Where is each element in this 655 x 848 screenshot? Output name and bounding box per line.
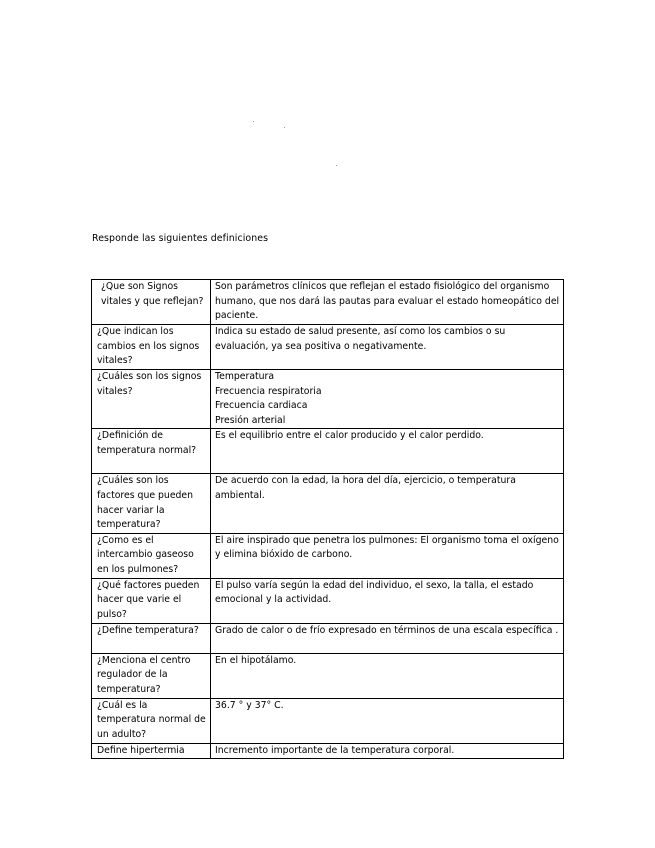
vital-sign-item: Frecuencia respiratoria [215,385,322,397]
scan-speck [336,165,337,166]
question-cell: ¿Cuál es la temperatura normal de un adulto? [92,698,211,743]
answer-cell: En el hipotálamo. [211,653,564,698]
answer-cell: Grado de calor o de frío expresado en términos de una escala específica . [211,623,564,653]
question-cell: Define hipertermia [92,743,211,759]
answer-cell: Indica su estado de salud presente, así como los cambios o su evaluación, ya sea positiva o negativamente. [211,325,564,370]
table-row [92,578,564,623]
table-row [92,370,564,429]
table-row [92,280,564,325]
scan-speck [253,121,254,122]
table-row [92,623,564,653]
table-row [92,325,564,370]
vital-sign-item: Presión arterial [215,414,286,426]
question-cell: ¿Como es el intercambio gaseoso en los pulmones? [92,533,211,578]
instruction-text: Responde las siguientes definiciones [92,233,269,244]
table-row [92,698,564,743]
answer-cell: Incremento importante de la temperatura corporal. [211,743,564,759]
question-cell: ¿Qué factores pueden hacer que varie el pulso? [92,578,211,623]
answer-cell: Son parámetros clínicos que reflejan el estado fisiológico del organismo humano, que nos dará las pautas para evaluar el estado homeopático del paciente. [211,280,564,325]
question-cell: ¿Menciona el centro regulador de la temperatura? [92,653,211,698]
question-cell: ¿Cuáles son los factores que pueden hacer variar la temperatura? [92,474,211,533]
definitions-table [91,279,564,759]
question-cell: ¿Que son Signos vitales y que reflejan? [92,280,211,325]
question-cell: ¿Definición de temperatura normal? [92,429,211,474]
table-row [92,429,564,474]
question-cell: ¿Cuáles son los signos vitales? [92,370,211,429]
scan-speck [284,127,285,128]
answer-cell: Es el equilibrio entre el calor producido y el calor perdido. [211,429,564,474]
answer-cell: De acuerdo con la edad, la hora del día, ejercicio, o temperatura ambiental. [211,474,564,533]
question-cell: ¿Define temperatura? [92,623,211,653]
vital-sign-item: Temperatura [215,371,275,382]
table-row [92,653,564,698]
answer-cell: 36.7 ° y 37° C. [211,698,564,743]
answer-cell: El pulso varía según la edad del individuo, el sexo, la talla, el estado emocional y la actividad. [211,578,564,623]
answer-cell: El aire inspirado que penetra los pulmones: El organismo toma el oxígeno y elimina bióxido de carbono. [211,533,564,578]
table-row [92,743,564,759]
answer-cell [211,370,564,429]
table-row [92,474,564,533]
question-cell: ¿Que indican los cambios en los signos vitales? [92,325,211,370]
vital-sign-item: Frecuencia cardiaca [215,400,308,412]
table-row [92,533,564,578]
